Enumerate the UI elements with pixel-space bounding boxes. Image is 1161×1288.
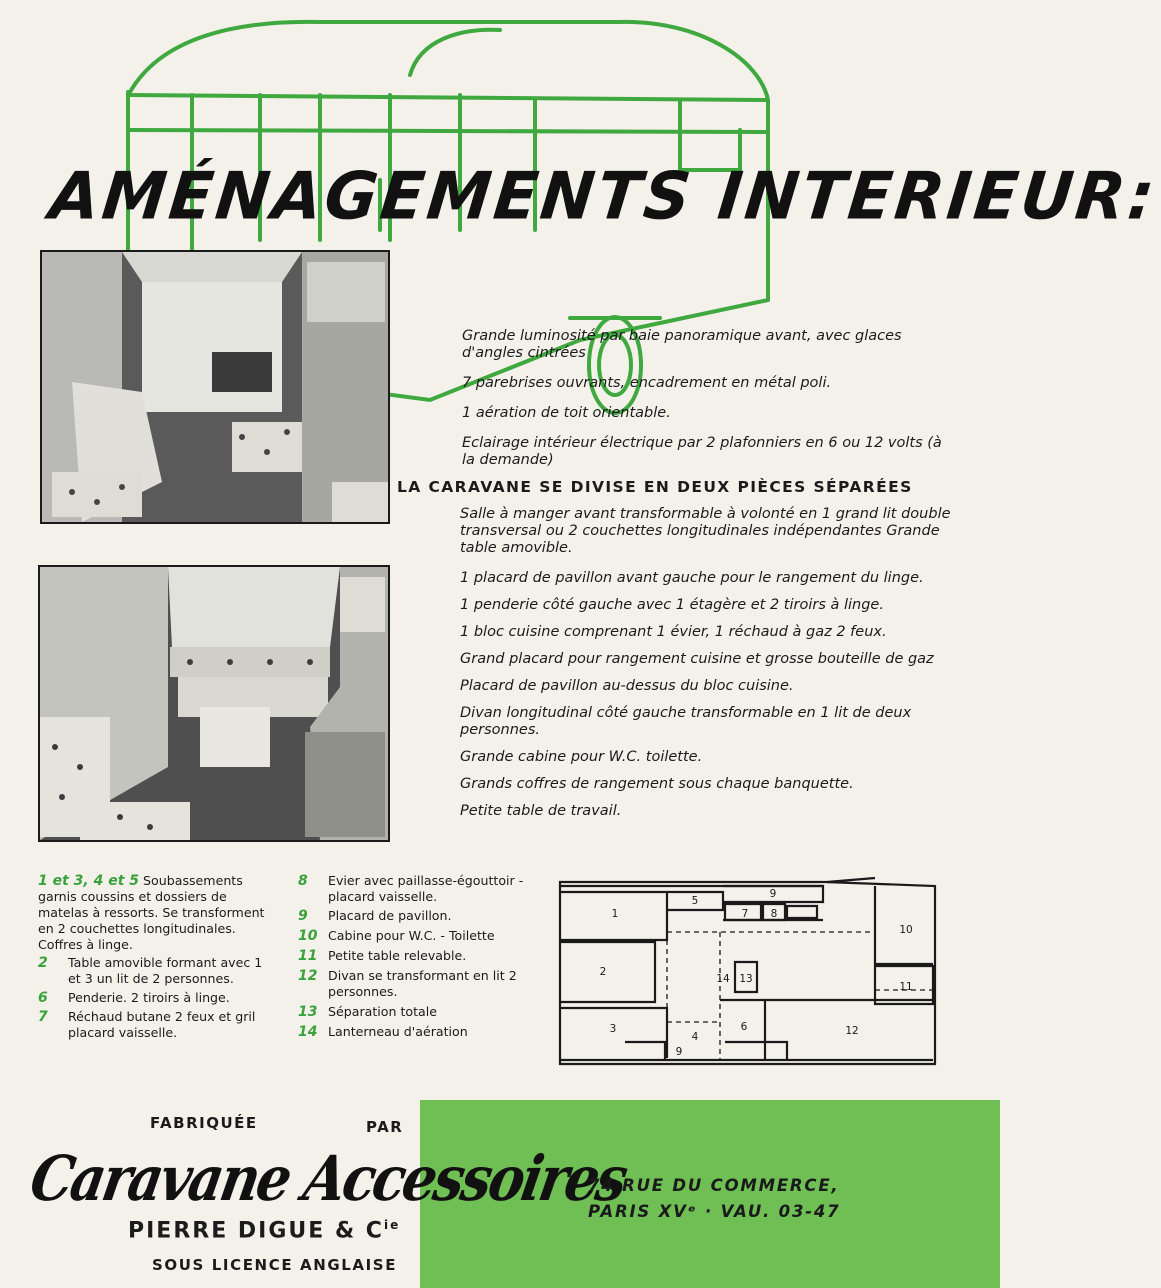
- plan-label-3: 3: [609, 1023, 617, 1035]
- features-top-list: [462, 328, 952, 469]
- plan-label-2: 2: [599, 966, 607, 978]
- legend-number: 9: [298, 908, 308, 924]
- license-note: SOUS LICENCE ANGLAISE: [152, 1256, 398, 1274]
- legend-item: [298, 948, 532, 964]
- section-heading: LA CARAVANE SE DIVISE EN DEUX PIÈCES SÉPARÉES: [397, 478, 913, 496]
- maker-text: PIERRE DIGUE & C: [128, 1218, 384, 1244]
- legend-item: [298, 1024, 532, 1040]
- feature-item: Eclairage intérieur électrique par 2 plafonniers en 6 ou 12 volts (à la demande): [462, 435, 942, 468]
- feature-item: Grands coffres de rangement sous chaque banquette.: [460, 776, 854, 792]
- legend-number: 13: [298, 1004, 318, 1020]
- legend-item: [38, 873, 266, 953]
- plan-label-13: 13: [739, 973, 753, 985]
- legend-number: 14: [298, 1024, 318, 1040]
- plan-label-12: 12: [845, 1025, 859, 1037]
- plan-label-10: 10: [899, 924, 913, 936]
- legend-number: 8: [298, 873, 308, 889]
- feature-item: 1 placard de pavillon avant gauche pour le rangement du linge.: [460, 570, 924, 586]
- page-title: AMÉNAGEMENTS INTERIEUR:: [46, 159, 1161, 235]
- plan-label-9-top: 9: [769, 888, 777, 900]
- legend-item: [38, 990, 266, 1006]
- plan-label-5: 5: [691, 895, 699, 907]
- features-bottom-list: [460, 506, 952, 820]
- plan-legend-left: [38, 873, 266, 1041]
- feature-item: Petite table de travail.: [460, 803, 622, 819]
- legend-text: Réchaud butane 2 feux et gril placard vaisselle.: [68, 1009, 256, 1040]
- legend-number: 12: [298, 968, 318, 984]
- feature-item: Grand placard pour rangement cuisine et grosse bouteille de gaz: [460, 651, 934, 667]
- feature-item: Grande cabine pour W.C. toilette.: [460, 749, 703, 765]
- legend-text: Penderie. 2 tiroirs à linge.: [68, 990, 230, 1005]
- legend-number: 6: [38, 990, 48, 1006]
- legend-item: [298, 968, 532, 1000]
- plan-label-6: 6: [740, 1021, 748, 1033]
- legend-number: 11: [298, 948, 318, 964]
- interior-photo-rear: [38, 565, 390, 842]
- plan-label-8: 8: [770, 908, 778, 920]
- legend-text: Séparation totale: [328, 1004, 438, 1019]
- feature-item: Salle à manger avant transformable à volonté en 1 grand lit double transversal ou 2 couchettes longitudinales indépendantes Grande table amovible.: [460, 506, 951, 556]
- plan-label-14: 14: [716, 973, 730, 985]
- maker-suffix: ie: [383, 1218, 401, 1232]
- legend-text: Table amovible formant avec 1 et 3 un lit de 2 personnes.: [68, 955, 263, 986]
- address-line-2: PARIS XVᵉ · VAU. 03-47: [588, 1202, 841, 1221]
- legend-text: Placard de pavillon.: [328, 908, 452, 923]
- feature-item: Divan longitudinal côté gauche transformable en 1 lit de deux personnes.: [460, 705, 912, 738]
- legend-item: [38, 1009, 266, 1041]
- floor-plan-diagram: [555, 872, 945, 1072]
- plan-label-7: 7: [741, 908, 749, 920]
- by-label: PAR: [366, 1118, 404, 1136]
- legend-text: Evier avec paillasse-égouttoir - placard vaisselle.: [328, 873, 524, 904]
- legend-number: 10: [298, 928, 318, 944]
- feature-item: 1 penderie côté gauche avec 1 étagère et 2 tiroirs à linge.: [460, 597, 884, 613]
- maker-name: [128, 1218, 400, 1243]
- plan-legend-right: [298, 873, 532, 1040]
- interior-photo-front: [40, 250, 390, 524]
- legend-item: [298, 908, 532, 924]
- feature-item: Placard de pavillon au-dessus du bloc cuisine.: [460, 678, 794, 694]
- legend-item: [298, 873, 532, 905]
- plan-label-11: 11: [899, 981, 913, 993]
- legend-text: Divan se transformant en lit 2 personnes.: [328, 968, 517, 999]
- legend-text: Lanterneau d'aération: [328, 1024, 468, 1039]
- feature-item: 7 parebrises ouvrants, encadrement en métal poli.: [462, 375, 832, 391]
- feature-item: 1 aération de toit orientable.: [462, 405, 671, 421]
- feature-item: 1 bloc cuisine comprenant 1 évier, 1 réchaud à gaz 2 feux.: [460, 624, 887, 640]
- feature-item: Grande luminosité par baie panoramique avant, avec glaces d'angles cintrées: [462, 328, 902, 361]
- made-label: FABRIQUÉE: [150, 1114, 258, 1132]
- legend-text: Soubassements garnis coussins et dossiers de matelas à ressorts. Se transforment en 2 couchettes longitudinales. Coffres à linge.: [38, 873, 265, 952]
- legend-text: Cabine pour W.C. - Toilette: [328, 928, 495, 943]
- address-line-1: 74 RUE DU COMMERCE,: [588, 1176, 840, 1195]
- plan-label-4: 4: [691, 1031, 699, 1043]
- legend-text: Petite table relevable.: [328, 948, 467, 963]
- legend-number: 2: [38, 955, 48, 971]
- legend-item: [38, 955, 266, 987]
- legend-item: [298, 1004, 532, 1020]
- plan-label-9-bottom: 9: [675, 1046, 683, 1058]
- legend-item: [298, 928, 532, 944]
- legend-number: 7: [38, 1009, 48, 1025]
- legend-number: 1 et 3, 4 et 5: [38, 873, 140, 889]
- brand-logo: Caravane Accessoires: [25, 1142, 631, 1215]
- plan-label-1: 1: [611, 908, 619, 920]
